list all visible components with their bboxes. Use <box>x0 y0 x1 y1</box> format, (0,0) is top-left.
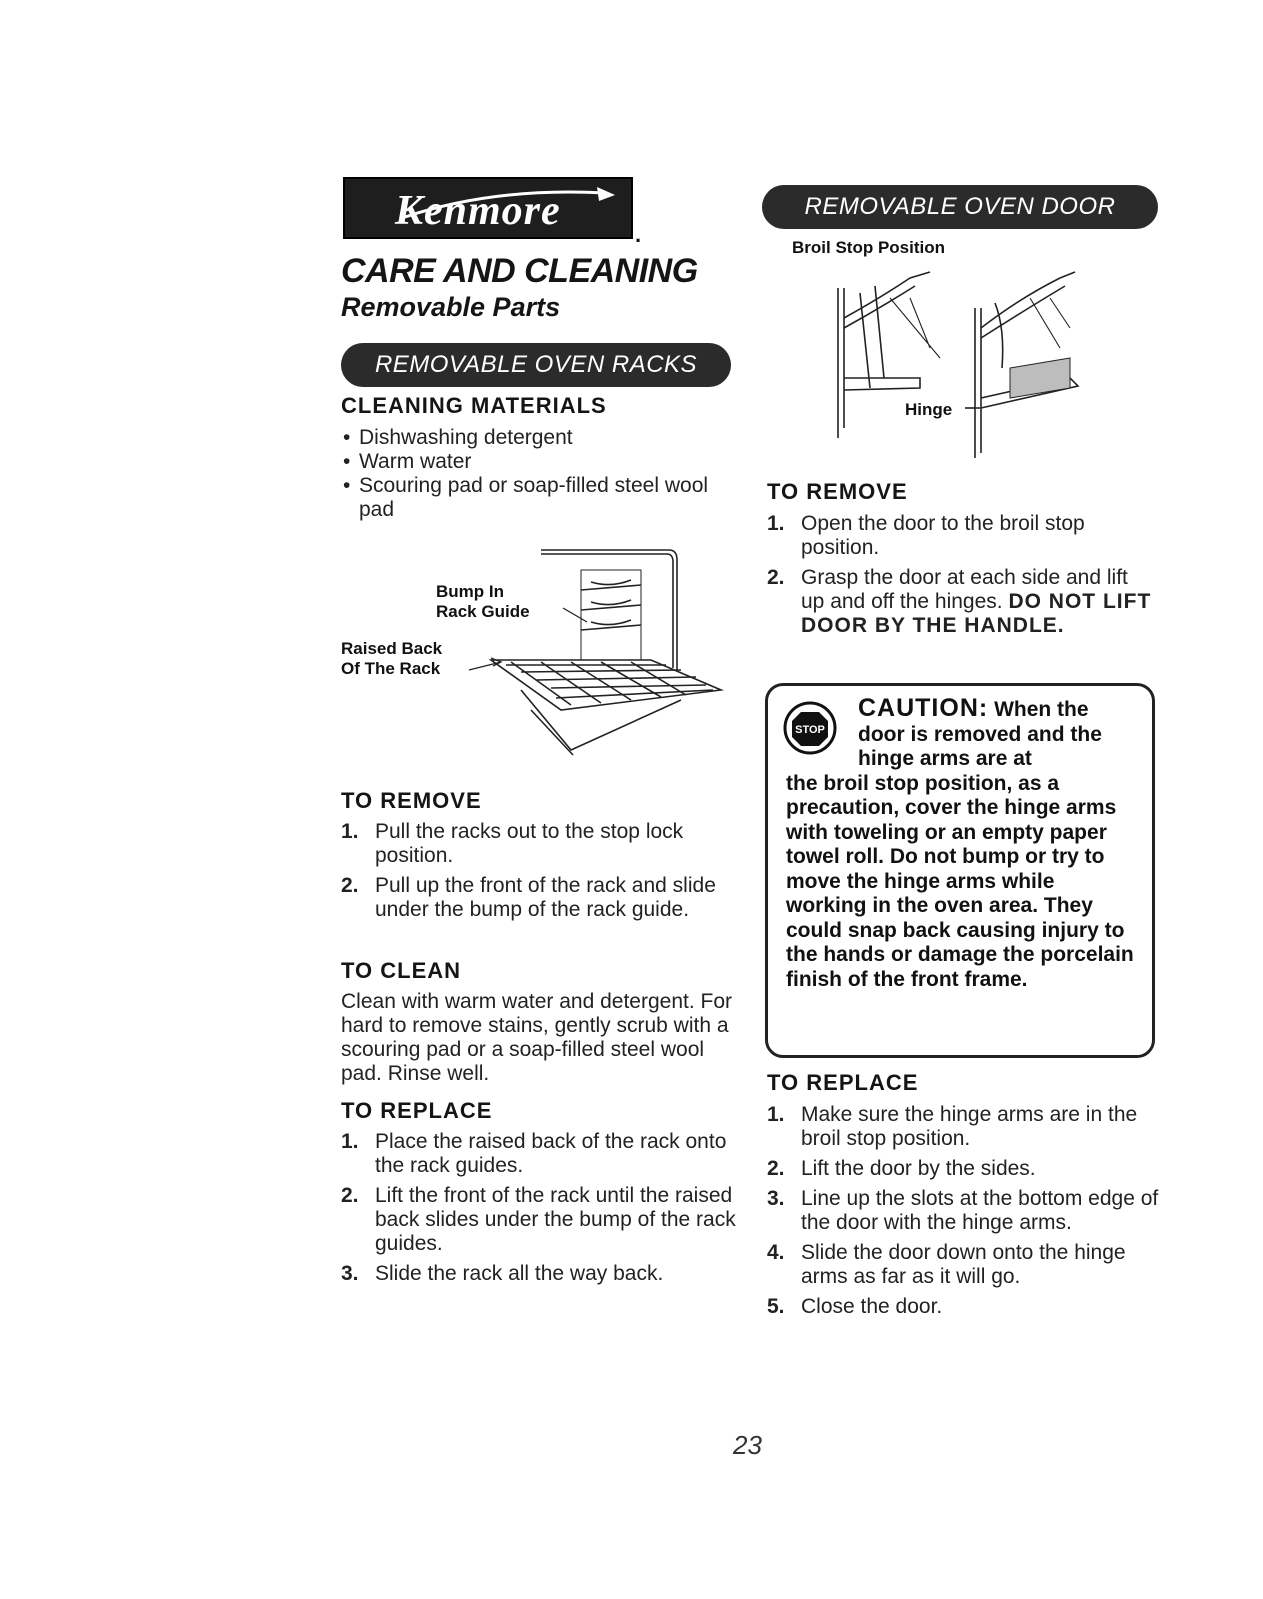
list-item <box>767 1103 1162 1151</box>
remove-door-heading: TO REMOVE <box>767 479 908 504</box>
caution-text: the broil stop position, as a precaution, cover the hinge arms with toweling or an empty paper towel roll. Do not bump or try to move the hinge arms while working in the oven area. They could snap back causing injury to the hands or damage the porcelain finish of the front frame. <box>786 771 1134 991</box>
materials-heading: CLEANING MATERIALS <box>341 393 607 418</box>
caution-heading <box>858 696 1140 772</box>
step-text: Line up the slots at the bottom edge of the door with the hinge arms. <box>801 1187 1159 1234</box>
step-number: 4. <box>767 1241 785 1264</box>
list-item <box>767 566 1157 638</box>
clean-racks-heading: TO CLEAN <box>341 958 462 983</box>
list-item: • Dishwashing detergent <box>341 426 711 450</box>
step-number: 2. <box>767 1157 785 1180</box>
list-item <box>767 1241 1162 1289</box>
step-text: Slide the rack all the way back. <box>375 1262 664 1285</box>
caution-box <box>765 683 1155 1058</box>
label-hinge: Hinge <box>905 400 953 419</box>
step-text: Slide the door down onto the hinge arms as far as it will go. <box>801 1241 1126 1288</box>
step-number: 5. <box>767 1295 785 1318</box>
oven-door-illustration <box>820 258 1090 463</box>
list-item <box>767 1157 1162 1181</box>
list-item: • Scouring pad or soap-filled steel wool pad <box>341 474 711 522</box>
step-text: Lift the front of the rack until the raised back slides under the bump of the rack guides. <box>375 1184 736 1255</box>
replace-door-heading: TO REPLACE <box>767 1070 919 1095</box>
logo-dot: . <box>635 222 642 247</box>
step-number: 3. <box>767 1187 785 1210</box>
list-item <box>767 1295 1162 1319</box>
step-text: Lift the door by the sides. <box>801 1157 1036 1180</box>
page-title: CARE AND CLEANING <box>341 252 698 290</box>
kenmore-logo <box>343 177 633 239</box>
remove-door-steps <box>767 512 1157 644</box>
list-item <box>341 1184 736 1256</box>
label-broil-stop-position: Broil Stop Position <box>792 238 945 257</box>
remove-racks-steps <box>341 820 721 928</box>
step-text: Open the door to the broil stop position. <box>801 512 1085 559</box>
caution-head-text: When the door is removed and the hinge arms are at <box>858 698 1102 770</box>
list-item <box>341 820 721 868</box>
caution-word: CAUTION: <box>858 694 989 722</box>
step-text: Pull the racks out to the stop lock position. <box>375 820 684 867</box>
section-banner-door: REMOVABLE OVEN DOOR <box>762 185 1158 229</box>
step-number: 2. <box>341 1184 359 1207</box>
step-number: 2. <box>767 566 785 589</box>
step-text: Grasp the door at each side and lift up and off the hinges. <box>801 566 1128 613</box>
step-text: Make sure the hinge arms are in the broil stop position. <box>801 1103 1138 1150</box>
list-item <box>341 874 721 922</box>
label-raised-back: Raised Back Of The Rack <box>341 639 443 678</box>
clean-racks-text: Clean with warm water and detergent. For hard to remove stains, gently scrub with a scouring pad or a soap-filled steel wool pad. Rinse well. <box>341 990 733 1085</box>
step-text: Close the door. <box>801 1295 943 1318</box>
page-subtitle: Removable Parts <box>341 292 561 322</box>
materials-list <box>341 426 711 522</box>
step-text: Place the raised back of the rack onto the rack guides. <box>375 1130 727 1177</box>
list-item <box>767 512 1157 560</box>
step-number: 2. <box>341 874 359 897</box>
step-number: 1. <box>767 1103 785 1126</box>
step-number: 3. <box>341 1262 359 1285</box>
step-text: Pull up the front of the rack and slide under the bump of the rack guide. <box>375 874 716 921</box>
list-item <box>341 1262 736 1286</box>
step-number: 1. <box>341 820 359 843</box>
step-warning: DO NOT LIFT DOOR BY THE HANDLE. <box>801 590 1152 637</box>
replace-racks-steps <box>341 1130 736 1292</box>
logo-text: Kenmore <box>395 188 561 234</box>
section-banner-racks: REMOVABLE OVEN RACKS <box>341 343 731 387</box>
list-item <box>767 1187 1162 1235</box>
replace-racks-heading: TO REPLACE <box>341 1098 493 1123</box>
list-item: • Warm water <box>341 450 711 474</box>
stop-icon-text: STOP <box>795 724 825 736</box>
remove-racks-heading: TO REMOVE <box>341 788 482 813</box>
step-number: 1. <box>341 1130 359 1153</box>
replace-door-steps <box>767 1103 1162 1325</box>
label-bump-in-rack-guide: Bump In Rack Guide <box>436 582 530 621</box>
step-number: 1. <box>767 512 785 535</box>
stop-hand-icon <box>782 700 838 756</box>
page-number: 23 <box>733 1430 762 1460</box>
list-item <box>341 1130 736 1178</box>
